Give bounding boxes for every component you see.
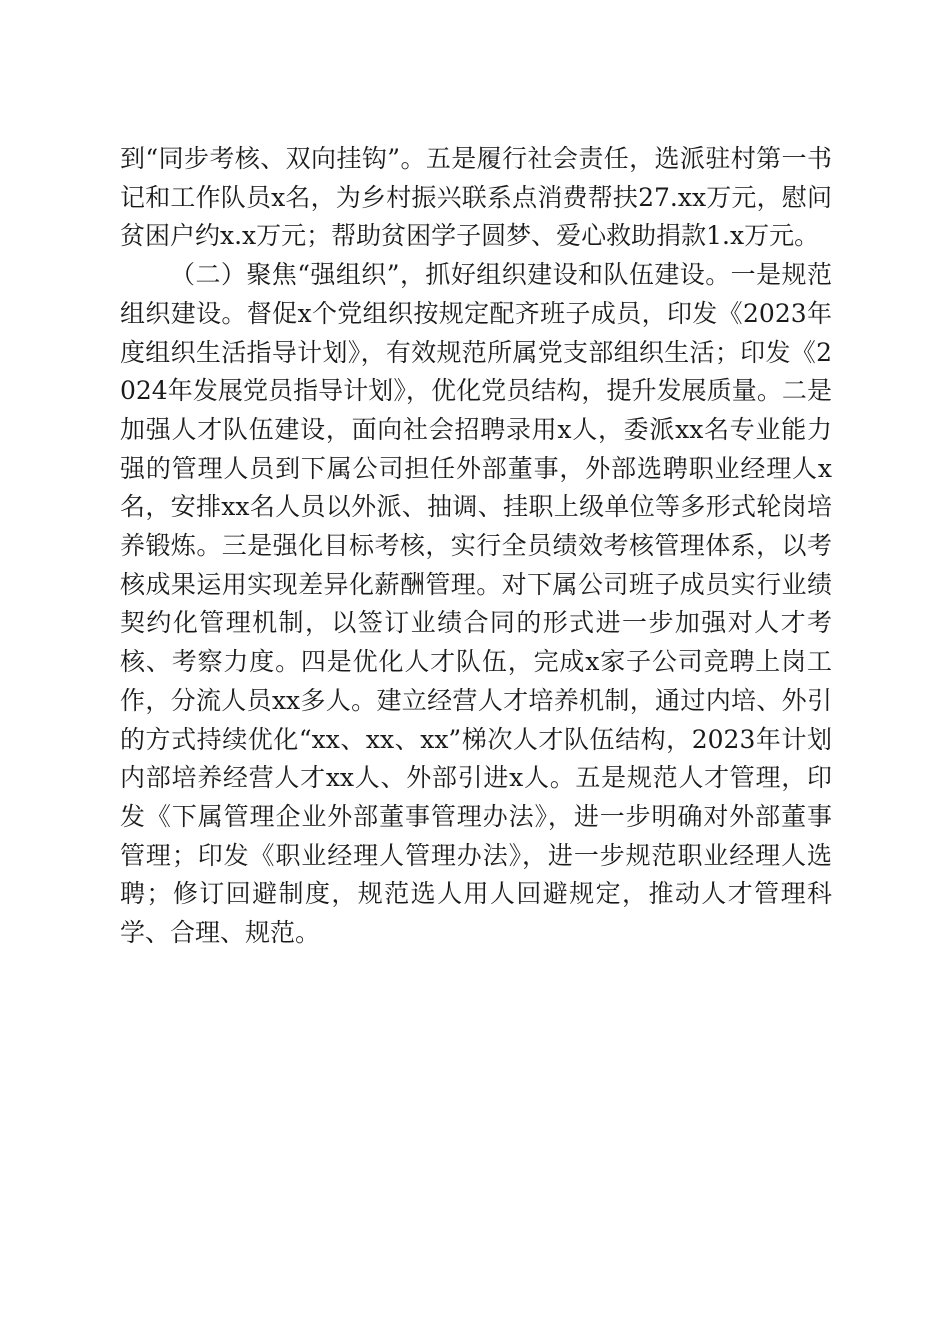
document-body bbox=[120, 140, 832, 953]
paragraph-social-responsibility: 到“同步考核、双向挂钩”。五是履行社会责任，选派驻村第一书记和工作队员x名，为乡村振兴联系点消费帮扶27.xx万元，慰问贫困户约x.x万元；帮助贫困学子圆梦、爱心救助捐款1.x万元。 bbox=[120, 144, 832, 251]
paragraph-strong-organization: （二）聚焦“强组织”，抓好组织建设和队伍建设。一是规范组织建设。督促x个党组织按规定配齐班子成员，印发《2023年度组织生活指导计划》，有效规范所属党支部组织生活；印发《2024年发展党员指导计划》，优化党员结构，提升发展质量。二是加强人才队伍建设，面向社会招聘录用x人，委派xx名专业能力强的管理人员到下属公司担任外部董事，外部选聘职业经理人x名，安排xx名人员以外派、抽调、挂职上级单位等多形式轮岗培养锻炼。三是强化目标考核，实行全员绩效考核管理体系，以考核成果运用实现差异化薪酬管理。对下属公司班子成员实行业绩契约化管理机制，以签订业绩合同的形式进一步加强对人才考核、考察力度。四是优化人才队伍，完成x家子公司竞聘上岗工作，分流人员xx多人。建立经营人才培养机制，通过内培、外引的方式持续优化“xx、xx、xx”梯次人才队伍结构，2023年计划内部培养经营人才xx人、外部引进x人。五是规范人才管理，印发《下属管理企业外部董事管理办法》，进一步明确对外部董事管理；印发《职业经理人管理办法》，进一步规范职业经理人选聘；修订回避制度，规范选人用人回避规定，推动人才管理科学、合理、规范。 bbox=[120, 260, 832, 948]
